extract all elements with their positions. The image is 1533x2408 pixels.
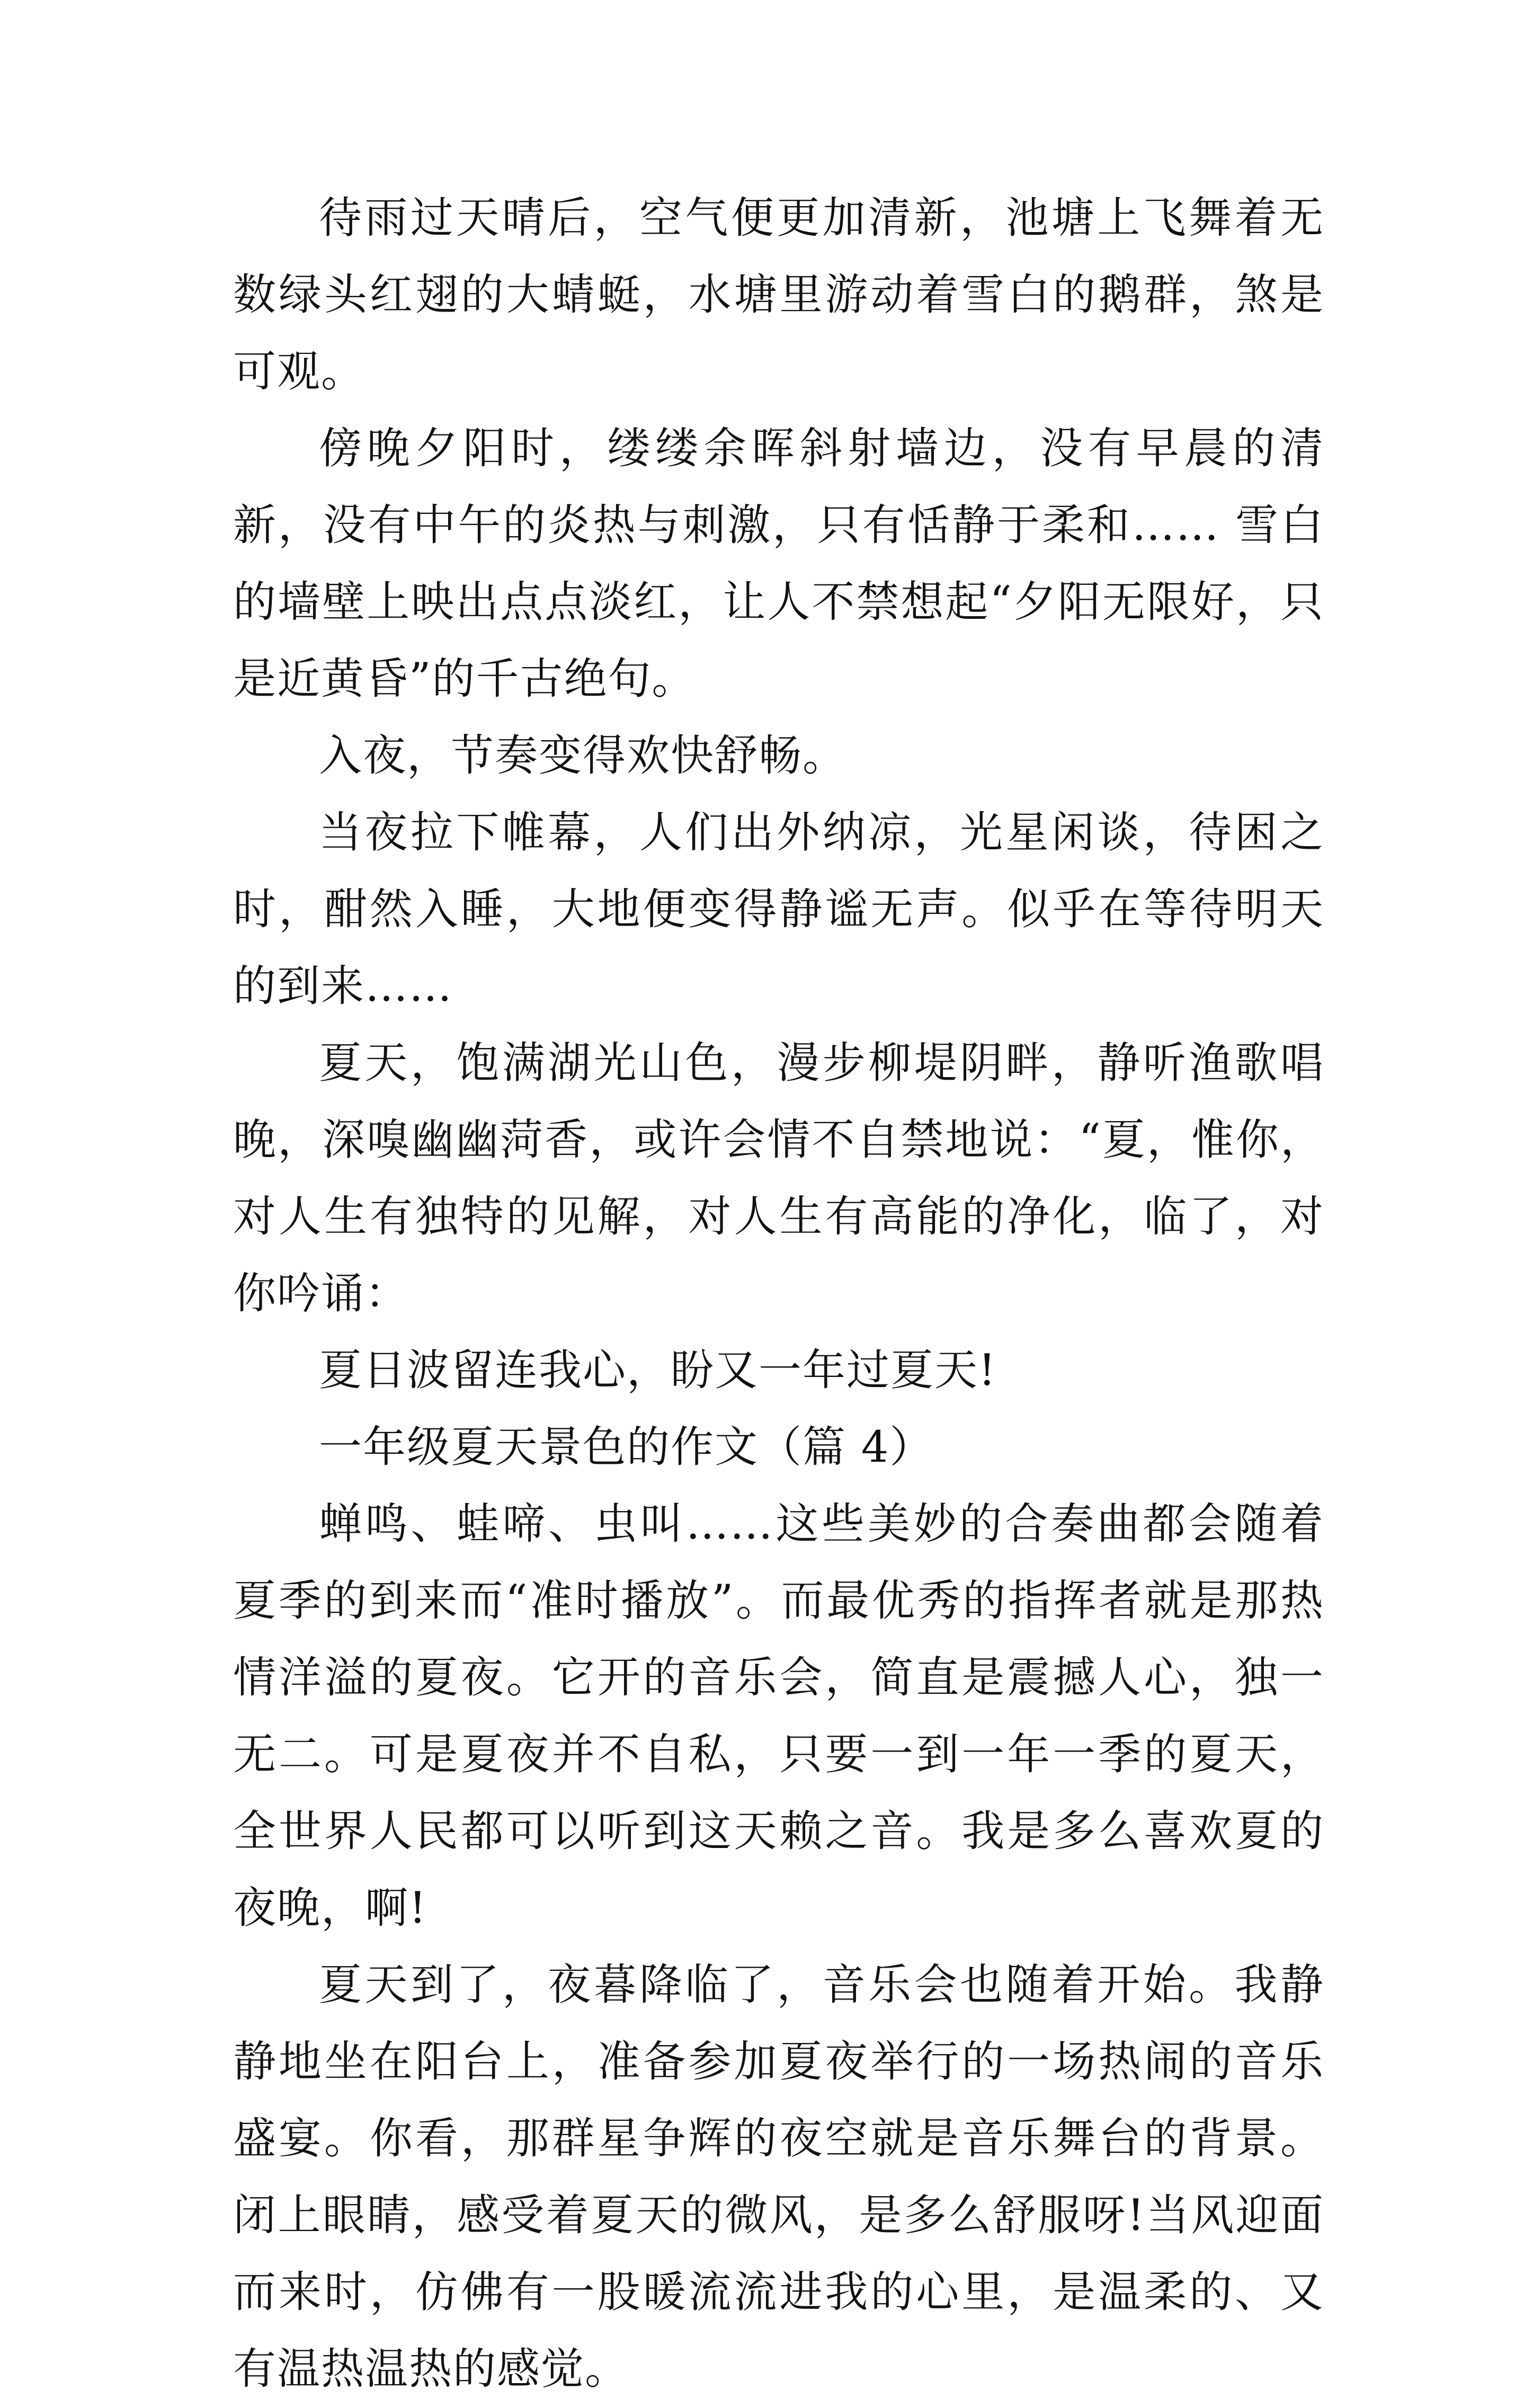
section-heading: 一年级夏天景色的作文（篇 4） bbox=[319, 1423, 934, 1472]
paragraph-summer-verse: 夏日波留连我心，盼又一年过夏天! bbox=[319, 1346, 997, 1396]
paragraph-balcony-concert: 夏天到了，夜暮降临了，音乐会也随着开始。我静静地坐在阳台上，准备参加夏夜举行的一场热闹的音乐盛宴。你看，那群星争辉的夜空就是音乐舞台的背景。闭上眼睛，感受着夏天的微风，是多么舒服呀!当风迎面而来时，仿佛有一股暖流流进我的心里，是温柔的、又有温热温热的感觉。 bbox=[233, 1960, 1324, 2394]
paragraph-night-curtain: 当夜拉下帷幕，人们出外纳凉，光星闲谈，待困之时，酣然入睡，大地便变得静谧无声。似乎在等待明天的到来…… bbox=[233, 808, 1324, 1011]
paragraph-cicada-chorus: 蝉鸣、蛙啼、虫叫……这些美妙的合奏曲都会随着夏季的到来而“准时播放”。而最优秀的指挥者就是那热情洋溢的夏夜。它开的音乐会，简直是震撼人心，独一无二。可是夏夜并不自私，只要一到一年一季的夏天，全世界人民都可以听到这天赖之音。我是多么喜欢夏的夜晚，啊! bbox=[233, 1499, 1324, 1933]
paragraph-evening-sunset: 傍晚夕阳时，缕缕余晖斜射墙边，没有早晨的清新，没有中午的炎热与刺激，只有恬静于柔和…… 雪白的墙壁上映出点点淡红，让人不禁想起“夕阳无限好，只是近黄昏”的千古绝句。 bbox=[233, 424, 1324, 704]
document-body bbox=[233, 180, 1324, 2408]
paragraph-nightfall: 入夜，节奏变得欢快舒畅。 bbox=[319, 731, 847, 781]
paragraph-rain-clears: 待雨过天晴后，空气便更加清新，池塘上飞舞着无数绿头红翅的大蜻蜓，水塘里游动着雪白的鹅群，煞是可观。 bbox=[233, 193, 1324, 397]
paragraph-summer-lake: 夏天，饱满湖光山色，漫步柳堤阴畔，静听渔歌唱晚，深嗅幽幽菏香，或许会情不自禁地说：“夏，惟你，对人生有独特的见解，对人生有高能的净化，临了，对你吟诵： bbox=[233, 1038, 1324, 1319]
